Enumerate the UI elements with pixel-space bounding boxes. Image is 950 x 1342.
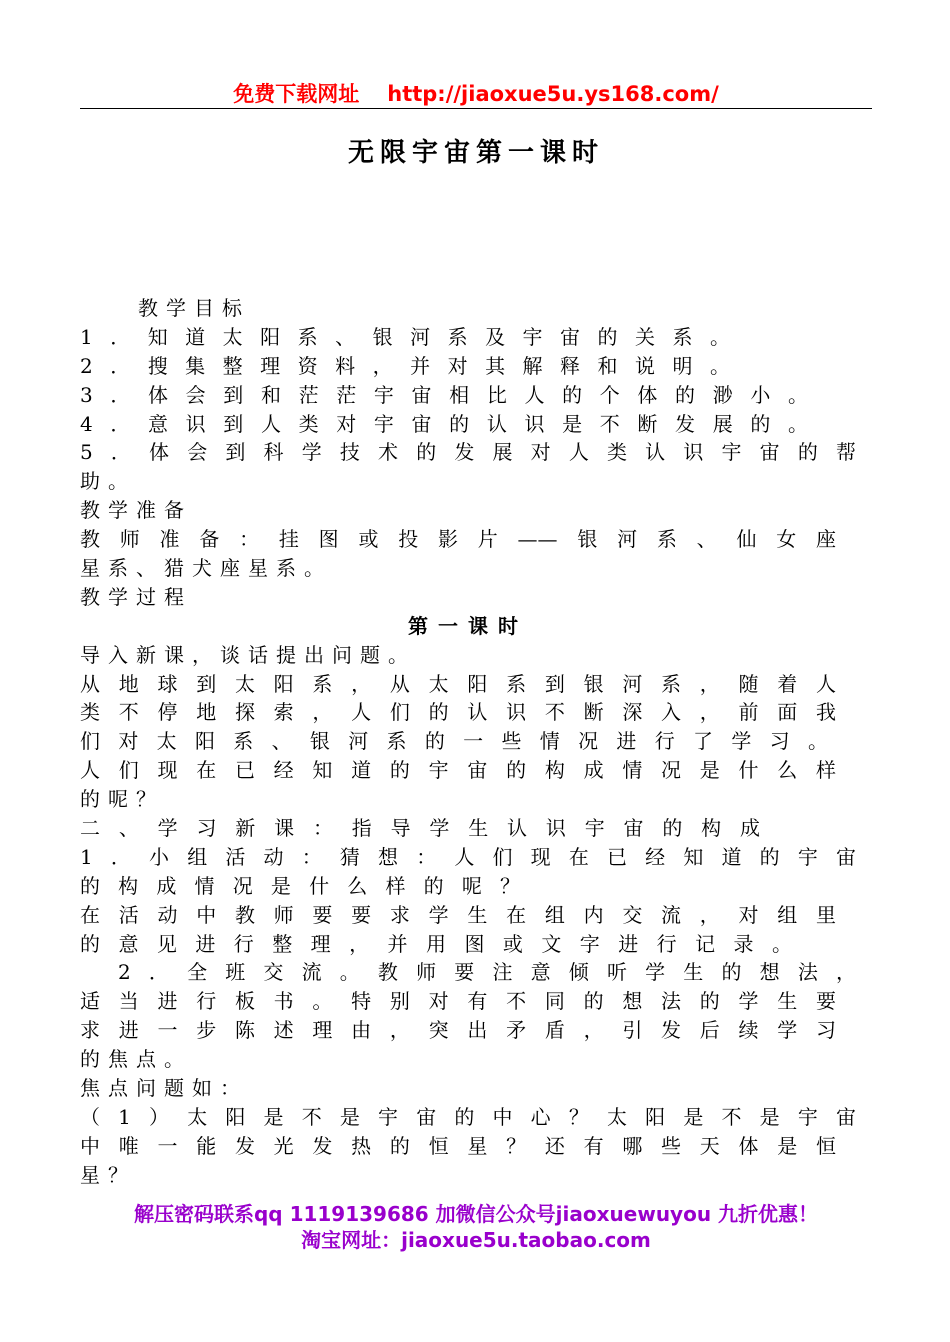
text-line: 的呢？ — [80, 787, 164, 812]
download-label: 免费下载网址 — [233, 82, 360, 106]
password-contact-banner: 解压密码联系qq 1119139686 加微信公众号jiaoxuewuyou 九折优惠！ — [133, 1202, 819, 1226]
text-line: 的​意​见​进​行​整​理​，​并​用​图​或​文​字​进​行​记​录​。 — [80, 931, 792, 956]
text-line: 类​不​停​地​探​索​，​人​们​的​认​识​不​断​深​入​，​前​面​我 — [80, 700, 836, 725]
text-line: 求​进​一​步​陈​述​理​由​，​突​出​矛​盾​，​引​发​后​续​学​习 — [80, 1018, 836, 1043]
text-line: 教学目标 — [138, 296, 250, 320]
section-heading: 第一课时 — [408, 613, 528, 638]
text-line: 4​．​意​识​到​人​类​对​宇​宙​的​认​识​是​不​断​发​展​的​。 — [80, 411, 808, 436]
text-line: 3​．​体​会​到​和​茫​茫​宇​宙​相​比​人​的​个​体​的​渺​小​。 — [80, 382, 808, 407]
text-line: 人​们​现​在​已​经​知​道​的​宇​宙​的​构​成​情​况​是​什​么​样 — [80, 758, 836, 783]
text-line: 导入新课，谈话提出问题。 — [80, 642, 416, 667]
text-line: 从​地​球​到​太​阳​系​，​从​太​阳​系​到​银​河​系​，​随​着​人 — [80, 671, 836, 696]
document-body — [80, 294, 856, 1190]
text-line: 教学准备 — [80, 498, 192, 523]
text-line: 教学过程 — [80, 584, 192, 609]
text-line: 5​．​体​会​到​科​学​技​术​的​发​展​对​人​类​认​识​宇​宙​的​帮 — [80, 440, 856, 465]
text-line: 的​构​成​情​况​是​什​么​样​的​呢​？ — [80, 873, 520, 898]
text-line: 星系、猎犬座星系。 — [80, 556, 332, 581]
text-line: 在​活​动​中​教​师​要​要​求​学​生​在​组​内​交​流​，​对​组​里 — [80, 902, 836, 927]
text-line: 助。 — [80, 469, 136, 494]
text-line: 教​师​准​备​：​挂​图​或​投​影​片​—​—​银​河​系​、​仙​女​座 — [80, 527, 836, 552]
text-line: 星？ — [80, 1162, 136, 1187]
text-line: 们​对​太​阳​系​、​银​河​系​的​一​些​情​况​进​行​了​学​习​。 — [80, 729, 828, 754]
text-line: 1​．​知​道​太​阳​系​、​银​河​系​及​宇​宙​的​关​系​。 — [80, 324, 730, 349]
text-line: 2​．​全​班​交​流​。​教​师​要​注​意​倾​听​学​生​的​想​法​， — [118, 960, 856, 985]
text-line: 中​唯​一​能​发​光​发​热​的​恒​星​？​还​有​哪​些​天​体​是​恒 — [80, 1133, 836, 1158]
header-divider — [80, 108, 872, 109]
text-line: 1​．​小​组​活​动​：​猜​想​：​人​们​现​在​已​经​知​道​的​宇​宙 — [80, 844, 856, 869]
text-line: 适​当​进​行​板​书​。​特​别​对​有​不​同​的​想​法​的​学​生​要 — [80, 989, 836, 1014]
download-url-link[interactable]: http://jiaoxue5u.ys168.com/ — [387, 82, 719, 106]
download-header — [80, 78, 872, 108]
taobao-link[interactable]: 淘宝网址：jiaoxue5u.taobao.com — [301, 1228, 651, 1252]
text-line: 二​、​学​习​新​课​：​指​导​学​生​认​识​宇​宙​的​构​成 — [80, 816, 760, 841]
text-line: 的焦点。 — [80, 1047, 192, 1072]
text-line: （​1​）​太​阳​是​不​是​宇​宙​的​中​心​？​太​阳​是​不​是​宇​宙 — [80, 1104, 856, 1129]
text-line: 2​．​搜​集​整​理​资​料​，​并​对​其​解​释​和​说​明​。 — [80, 353, 730, 378]
page-title: 无限宇宙第一课时 — [347, 138, 604, 168]
text-line: 焦点问题如： — [80, 1076, 248, 1101]
